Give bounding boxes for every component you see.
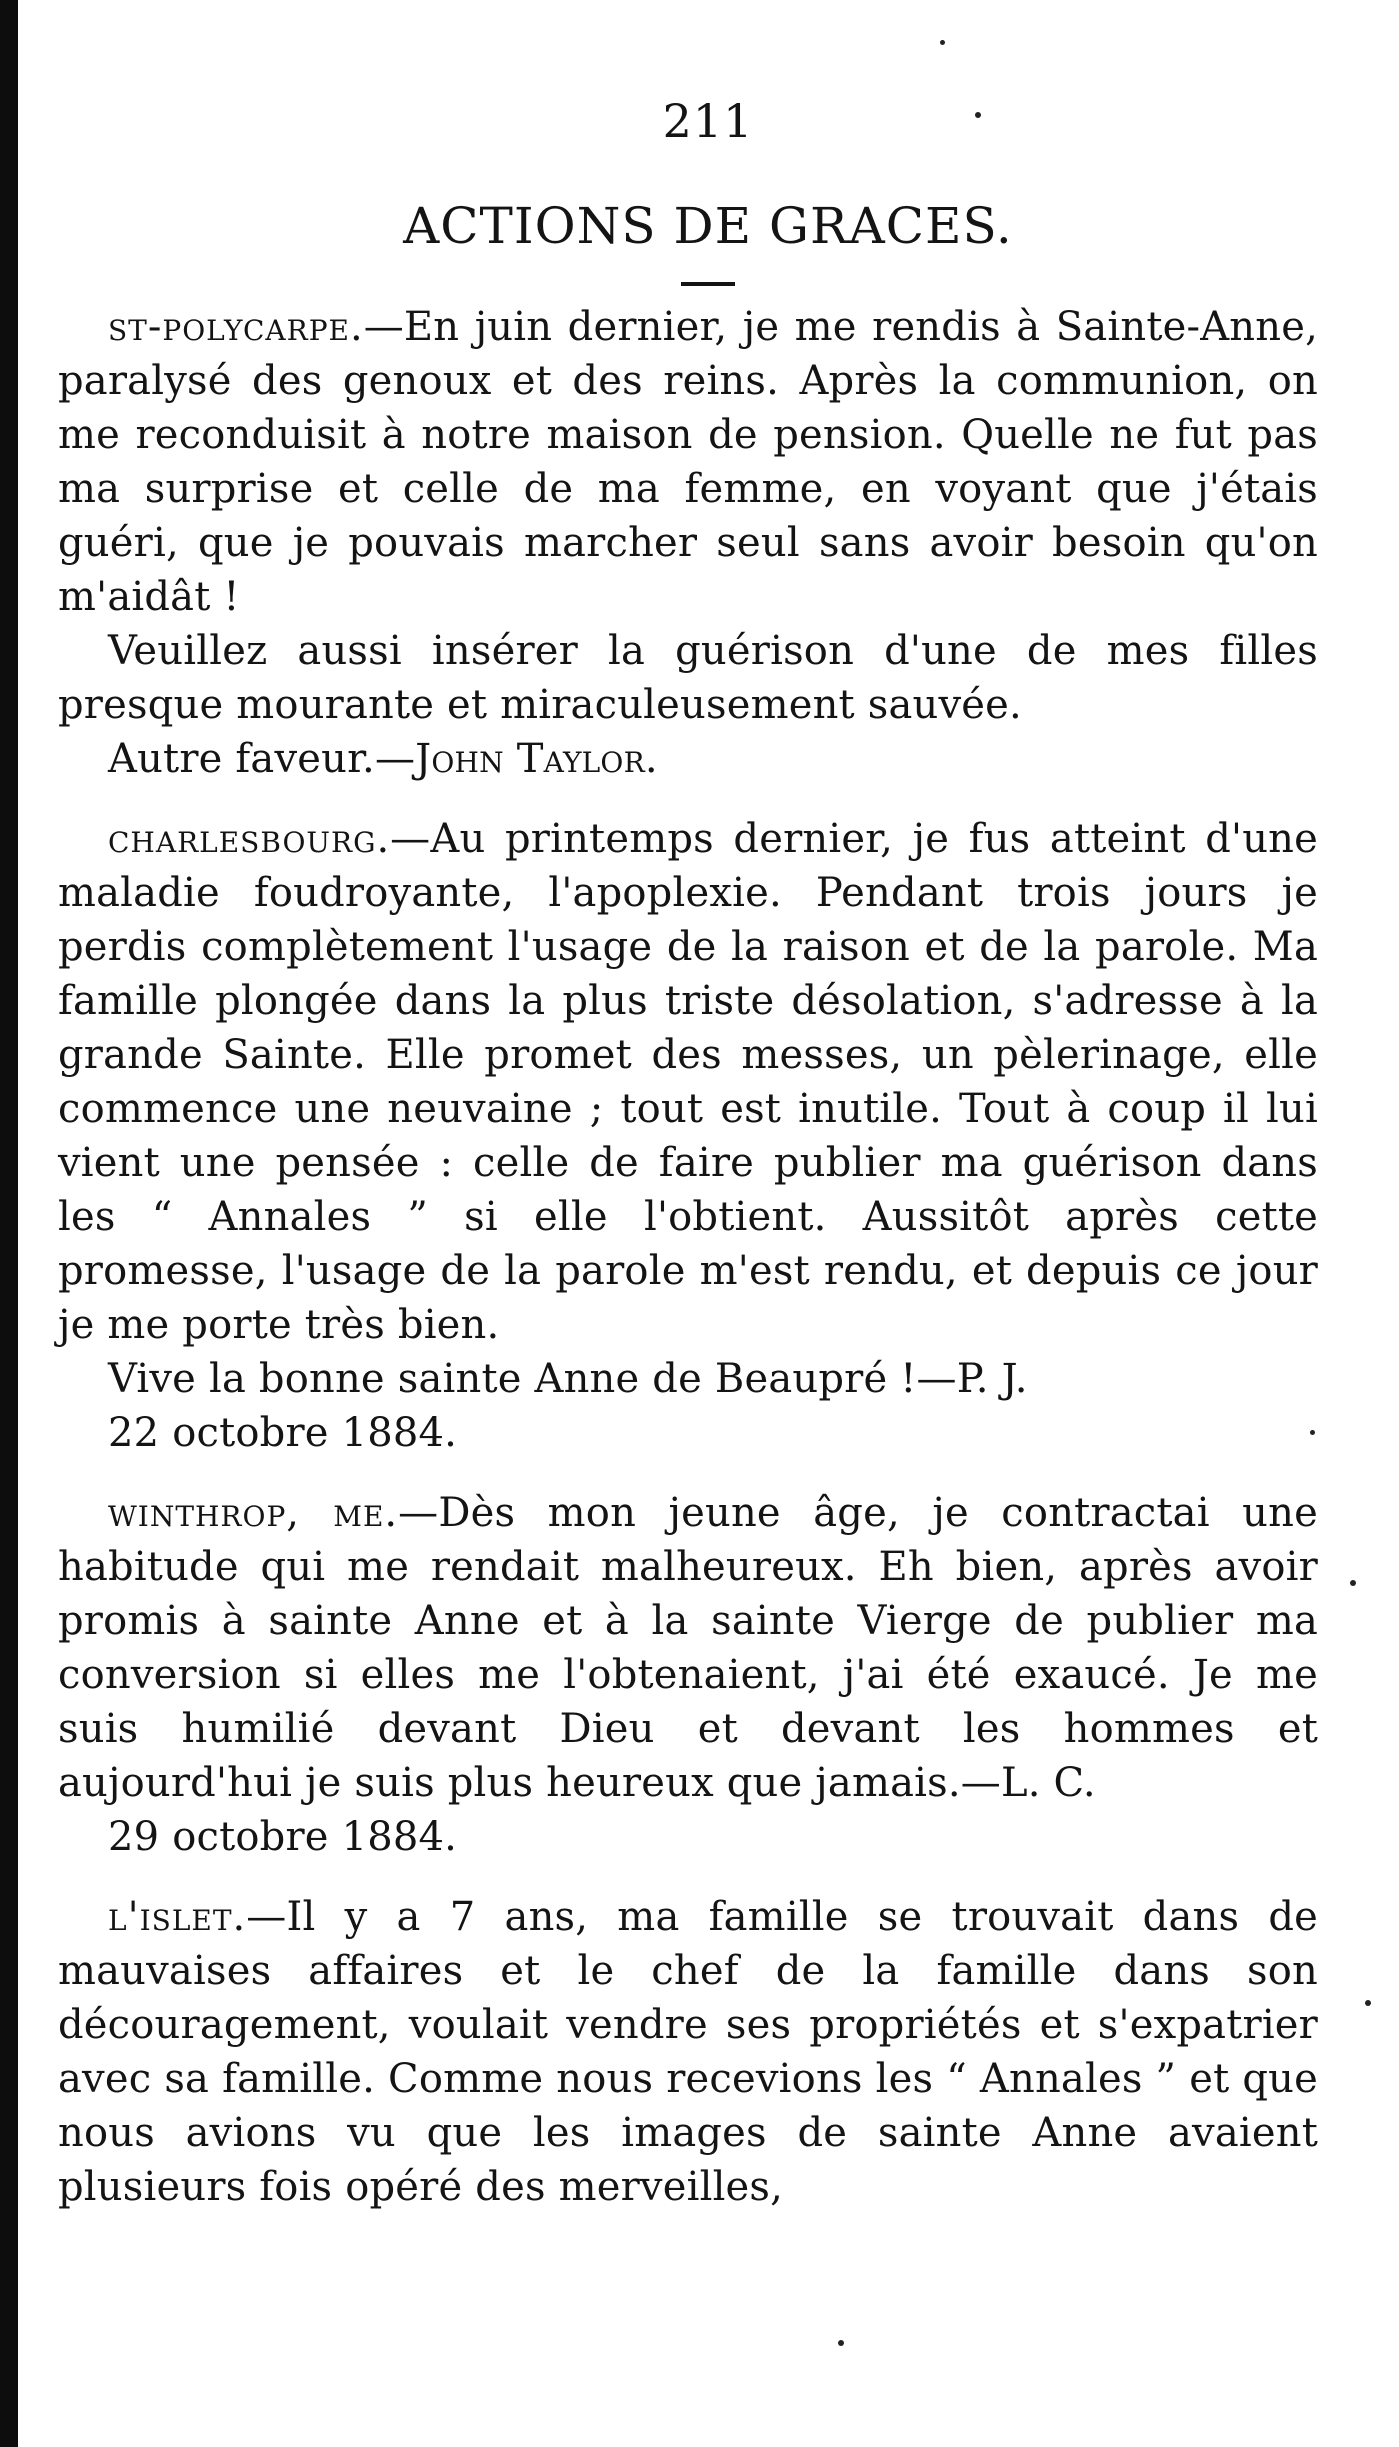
entry-gap bbox=[58, 1460, 1318, 1486]
print-speck bbox=[940, 40, 945, 45]
print-speck bbox=[1350, 1580, 1356, 1586]
entry-gap bbox=[58, 786, 1318, 812]
closing-text: Autre faveur.— bbox=[108, 736, 416, 782]
title-divider bbox=[681, 282, 735, 286]
entry-l-islet bbox=[58, 1890, 1318, 2214]
print-speck bbox=[975, 112, 981, 118]
entry-body: —En juin dernier, je me rendis à Sainte-Anne, paralysé des genoux et des reins. Après la communion, on me reconduisit à notre maison de pension. Quelle ne fut pas ma surprise et celle de ma femme, en voyant que j'étais guéri, que je pouvais marcher seul sans avoir besoin qu'on m'aidât ! bbox=[58, 304, 1318, 620]
document-page bbox=[58, 90, 1318, 2214]
entry-signature: John Taylor. bbox=[415, 736, 658, 782]
entry-place: charlesbourg. bbox=[108, 816, 391, 862]
entry-paragraph bbox=[58, 1890, 1318, 2214]
entry-closing bbox=[58, 732, 1318, 786]
print-speck bbox=[1310, 1430, 1315, 1435]
print-speck bbox=[1365, 2000, 1371, 2006]
entry-paragraph bbox=[58, 300, 1318, 624]
entry-winthrop bbox=[58, 1486, 1318, 1864]
entry-paragraph: Veuillez aussi insérer la guérison d'une de mes filles presque mourante et miraculeusement sauvée. bbox=[58, 628, 1318, 728]
entry-charlesbourg bbox=[58, 812, 1318, 1460]
entry-body: —Au printemps dernier, je fus atteint d'une maladie foudroyante, l'apoplexie. Pendant trois jours je perdis complètement l'usage de la raison et de la parole. Ma famille plongée dans la plus triste désolation, s'adresse à la grande Sainte. Elle promet des messes, un pèlerinage, elle commence une neuvaine ; tout est inutile. Tout à coup il lui vient une pensée : celle de faire publier ma guérison dans les “ Annales ” si elle l'obtient. Aussitôt après cette promesse, l'usage de la parole m'est rendu, et depuis ce jour je me porte très bien. bbox=[58, 816, 1318, 1348]
entry-gap bbox=[58, 1864, 1318, 1890]
entry-body: —Il y a 7 ans, ma famille se trouvait dans de mauvaises affaires et le chef de la famille dans son découragement, voulait vendre ses propriétés et s'expatrier avec sa famille. Comme nous recevions les “ Annales ” et que nous avions vu que les images de sainte Anne avaient plusieurs fois opéré des merveilles, bbox=[58, 1894, 1318, 2210]
entry-date: 29 octobre 1884. bbox=[108, 1814, 458, 1860]
page-title: ACTIONS DE GRACES. bbox=[403, 197, 1013, 255]
page-number: 211 bbox=[662, 94, 754, 148]
entry-body: —Dès mon jeune âge, je contractai une habitude qui me rendait malheureux. Eh bien, après avoir promis à sainte Anne et à la sainte Vierge de publier ma conversion si elles me l'obtenaient, j'ai été exaucé. Je me suis humilié devant Dieu et devant les hommes et aujourd'hui je suis plus heureux que jamais.—L. C. bbox=[58, 1490, 1318, 1806]
entry-closing: Vive la bonne sainte Anne de Beaupré !—P. J. bbox=[108, 1356, 1028, 1402]
print-speck bbox=[838, 2340, 844, 2346]
book-spine-shadow bbox=[0, 0, 18, 2447]
entry-place: l'islet. bbox=[108, 1894, 247, 1940]
entry-paragraph bbox=[58, 1486, 1318, 1810]
entry-date: 22 octobre 1884. bbox=[108, 1410, 458, 1456]
entry-place: st-polycarpe. bbox=[108, 304, 364, 350]
entry-paragraph bbox=[58, 812, 1318, 1352]
entry-st-polycarpe bbox=[58, 300, 1318, 786]
entry-place: winthrop, me. bbox=[108, 1490, 399, 1536]
